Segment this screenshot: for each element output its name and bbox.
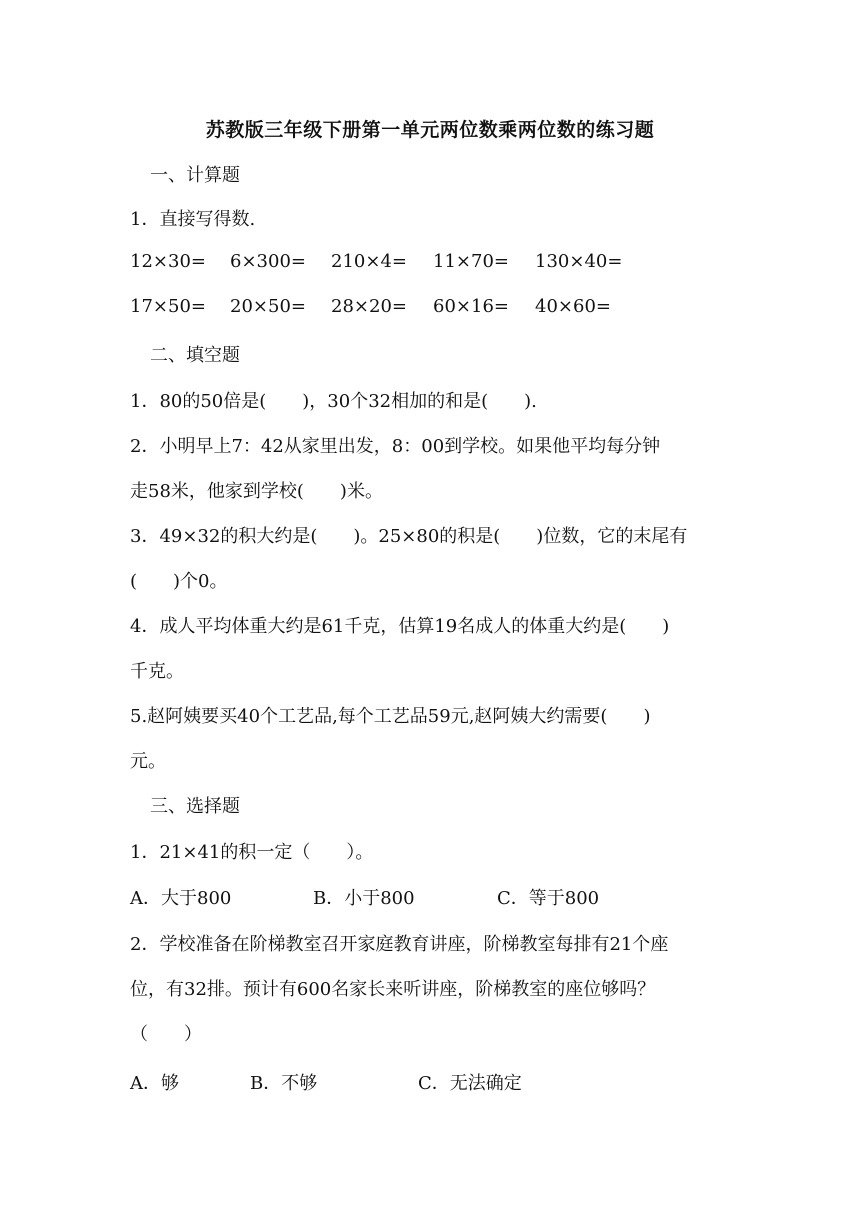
question-text: 千克。 — [130, 661, 184, 682]
option-c: C．无法确定 — [418, 1073, 522, 1094]
option-c: C．等于800 — [497, 888, 600, 909]
option-b: B．小于800 — [313, 888, 415, 909]
question-text: ( )个0。 — [130, 571, 228, 592]
calc-item: 60×16= — [433, 296, 509, 317]
calc-item: 12×30= — [130, 251, 206, 272]
option-a: A．大于800 — [130, 888, 232, 909]
question-text: 1．80的50倍是( )，30个32相加的和是( ). — [130, 391, 537, 412]
question-text: 1．21×41的积一定（ ）。 — [130, 842, 374, 863]
calc-item: 210×4= — [331, 251, 407, 272]
question-text: 3．49×32的积大约是( )。25×80的积是( )位数，它的末尾有 — [130, 526, 688, 547]
section-heading-fill-blank: 二、填空题 — [150, 345, 240, 366]
option-b: B．不够 — [250, 1073, 318, 1094]
question-text: 2．小明早上7：42从家里出发，8：00到学校。如果他平均每分钟 — [130, 436, 661, 457]
calc-item: 6×300= — [230, 251, 306, 272]
question-text: 元。 — [130, 751, 166, 772]
calc-item: 130×40= — [535, 251, 623, 272]
question-text: 2．学校准备在阶梯教室召开家庭教育讲座，阶梯教室每排有21个座 — [130, 934, 669, 955]
answer-blank: （ ） — [130, 1024, 202, 1045]
section-heading-multiple-choice: 三、选择题 — [150, 796, 240, 817]
calc-item: 17×50= — [130, 296, 206, 317]
section-heading-calculation: 一、计算题 — [150, 165, 240, 186]
calc-item: 11×70= — [433, 251, 509, 272]
document-title: 苏教版三年级下册第一单元两位数乘两位数的练习题 — [205, 119, 655, 141]
question-text: 走58米，他家到学校( )米。 — [130, 481, 383, 502]
question-text: 5.赵阿姨要买40个工艺品,每个工艺品59元,赵阿姨大约需要( ) — [130, 706, 651, 727]
calc-item: 40×60= — [535, 296, 611, 317]
question-text: 4．成人平均体重大约是61千克，估算19名成人的体重大约是( ) — [130, 616, 670, 637]
calc-item: 20×50= — [230, 296, 306, 317]
option-a: A．够 — [130, 1073, 179, 1094]
question-text: 位，有32排。预计有600名家长来听讲座，阶梯教室的座位够吗？ — [130, 979, 656, 1000]
calc-item: 28×20= — [331, 296, 407, 317]
question-text: 1．直接写得数. — [130, 209, 256, 230]
